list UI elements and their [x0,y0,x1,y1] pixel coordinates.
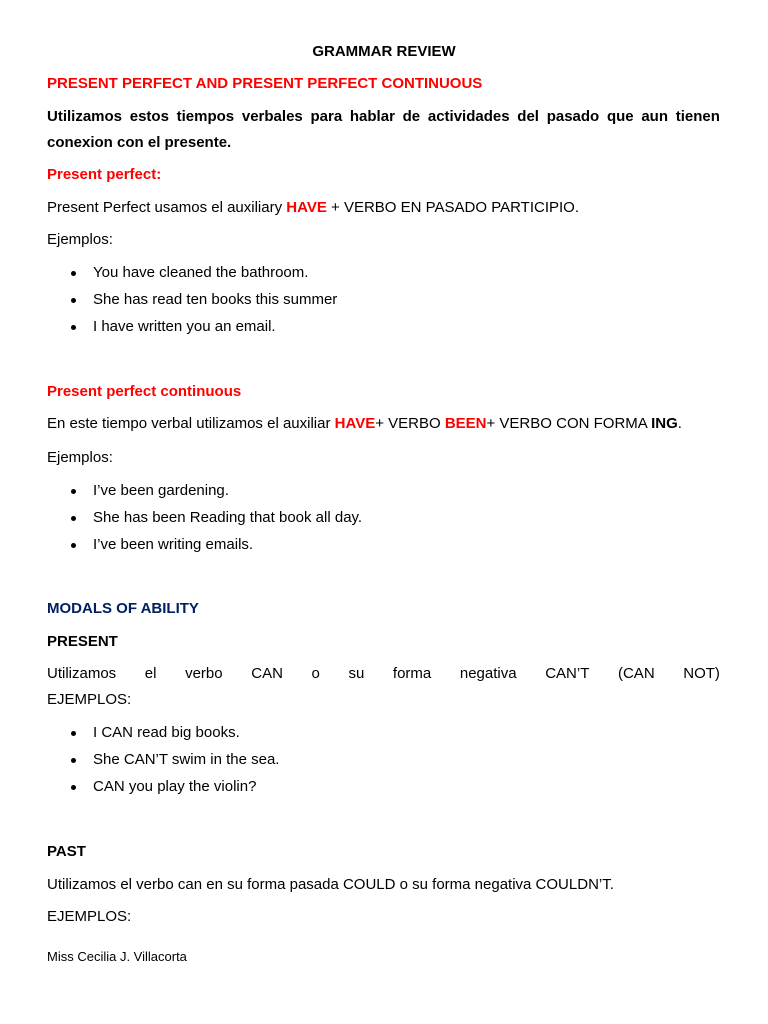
intro-word: verbales [241,108,303,125]
intro-word: para [310,108,343,125]
past-rule: Utilizamos el verbo can en su forma pasada COULD o su forma negativa COULDN’T. [47,876,614,893]
bullet-icon [71,325,76,330]
bullet-icon [71,271,76,276]
intro-word: de [402,108,421,125]
intro-word: estos [129,108,169,125]
bullet-icon [71,298,76,303]
intro-word: del [517,108,539,125]
examples-label: EJEMPLOS: [47,908,132,925]
rule-word: Utilizamos [47,665,117,682]
document-page: GRAMMAR REVIEW PRESENT PERFECT AND PRESENT PERFECT CONTINUOUS Utilizamos estos tiempos verbales para hablar de actividades del pasado que aun tienen conexion con el presente. Present perfect: Present Perfect usamos el auxiliary HAVE + VERBO EN PASADO PARTICIPIO. Ejemplos: You have cleaned the bathroom. She has read ten books this summer I have written you an email. Present perfect continuous En este tiempo verbal utilizamos el auxiliar HAVE+ VERBO BEEN+ VERBO CON FORMA ING. Ejemplos: I’ve been gardening. She has been Reading that book all day. I’ve been writing emails. MODALS OF ABILITY PRESENT Utilizamos el verbo CAN o su forma negativa CAN’T (CAN NOT) EJEMPLOS: I CAN read big books. She CAN’T swim in the sea. CAN you play the violin? PAST Utilizamos el verbo can en su forma pasada COULD o su forma negativa COULDN’T. EJEMPLOS: Miss Cecilia J. Villacorta [0,0,768,1024]
footer-author: Miss Cecilia J. Villacorta [47,949,187,964]
examples-label: EJEMPLOS: [47,691,132,708]
subheading-past: PAST [47,843,86,860]
intro-word: tiempos [176,108,235,125]
bullet-icon [71,543,76,548]
rule-text: + VERBO [375,415,445,432]
rule-text: + VERBO EN PASADO PARTICIPIO. [326,199,579,216]
rule-word: CAN [251,665,283,682]
section-heading-modals: MODALS OF ABILITY [47,600,199,617]
bullet-icon [71,731,76,736]
examples-label: Ejemplos: [47,449,113,466]
rule-keyword-have: HAVE [286,199,327,216]
rule-keyword-ing: ING [651,415,678,432]
rule-text: . [677,415,682,432]
examples-label: Ejemplos: [47,231,113,248]
rule-word: negativa [459,665,517,682]
rule-word: el [144,665,157,682]
bullet-icon [71,785,76,790]
rule-word: su [348,665,365,682]
bullet-icon [71,758,76,763]
intro-word: actividades [427,108,510,125]
bullet-icon [71,489,76,494]
rule-text: Present Perfect usamos el auxiliary [47,199,287,216]
page-title: GRAMMAR REVIEW [312,43,456,60]
rule-text: + VERBO CON FORMA [486,415,652,432]
intro-word: Utilizamos [47,108,123,125]
rule-word: verbo [185,665,223,682]
rule-word: (CAN [617,665,655,682]
rule-text: En este tiempo verbal utilizamos el auxiliar [47,415,335,432]
intro-word: aun [641,108,668,125]
section-heading-present-perfect: PRESENT PERFECT AND PRESENT PERFECT CONTINUOUS [47,75,483,92]
present-perfect-continuous-rule [47,415,720,433]
intro-paragraph-line2: conexion con el presente. [47,134,232,151]
subheading-present-perfect-continuous: Present perfect continuous [47,383,242,400]
rule-word: CAN’T [545,665,590,682]
intro-word: hablar [349,108,395,125]
intro-word: que [606,108,634,125]
intro-word: pasado [546,108,600,125]
rule-word: NOT) [683,665,720,682]
rule-word: o [311,665,320,682]
intro-word: tienen [675,108,720,125]
rule-keyword-been: BEEN [444,415,487,432]
rule-word: forma [392,665,432,682]
bullet-icon [71,516,76,521]
present-rule-line1 [47,665,720,683]
rule-keyword-have: HAVE [334,415,376,432]
subheading-present: PRESENT [47,633,118,650]
subheading-present-perfect: Present perfect: [47,166,162,183]
present-perfect-rule [47,199,720,217]
intro-paragraph-line1 [47,108,720,126]
